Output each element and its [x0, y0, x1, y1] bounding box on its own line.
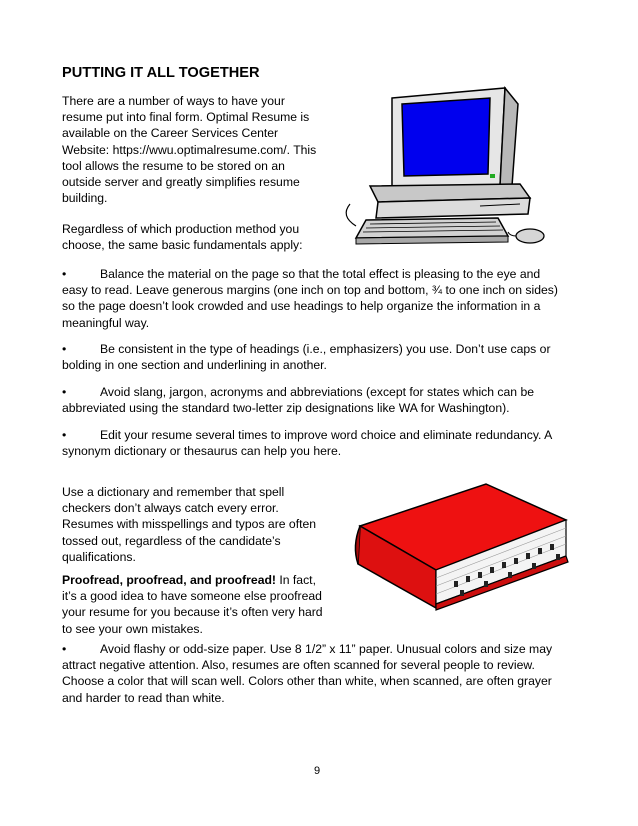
- text-line: There are a number of ways to have your: [62, 94, 285, 108]
- text-line: building.: [62, 191, 108, 206]
- page-number: 9: [314, 765, 321, 777]
- text-line: it’s a good idea to have someone else proofread: [62, 589, 322, 604]
- text-line: outside server and greatly simplifies resume: [62, 175, 300, 190]
- method-paragraph: [62, 221, 303, 253]
- text-line: synonym dictionary or thesaurus can help you here.: [62, 444, 342, 459]
- text-line: qualifications.: [62, 549, 136, 564]
- computer-illustration: [330, 86, 580, 256]
- text-line: Choose a color that will scan well. Colors other than white, when scanned, are often grayer: [62, 674, 552, 689]
- bullet-symbol: •: [62, 385, 67, 399]
- text-line: attract negative attention. Also, resumes are often scanned for several people to review.: [62, 658, 535, 673]
- bullet-item: [62, 641, 552, 706]
- bullet-symbol: •: [62, 642, 67, 656]
- dictionary-paragraph: [62, 484, 316, 565]
- intro-paragraph: [62, 93, 316, 206]
- book-illustration: [344, 478, 576, 618]
- bullet-symbol: •: [62, 267, 67, 281]
- text-line: abbreviated using the standard two-letter zip designations like WA for Washington).: [62, 401, 510, 416]
- text-line: so the page doesn’t look crowded and use headings to help organize the information in a: [62, 299, 541, 314]
- text-line: meaningful way.: [62, 315, 150, 330]
- bullet-text: Avoid flashy or odd-size paper. Use 8 1/2” x 11” paper. Unusual colors and size may: [100, 642, 553, 656]
- proofread-paragraph: [62, 572, 323, 637]
- text-line: Website: https://wwu.optimalresume.com/. This: [62, 142, 317, 157]
- text-line: tossed out, regardless of the candidate’s: [62, 533, 281, 548]
- text-line: Resumes with misspellings and typos are often: [62, 517, 317, 532]
- text-line: choose, the same basic fundamentals apply:: [62, 238, 303, 253]
- text-line: tool allows the resume to be stored on an: [62, 158, 285, 173]
- text-line: Use a dictionary and remember that spell: [62, 485, 285, 499]
- bullet-symbol: •: [62, 428, 67, 442]
- bullet-text: Balance the material on the page so that the total effect is pleasing to the eye and: [100, 267, 541, 281]
- bullet-text: Avoid slang, jargon, acronyms and abbreviations (except for states which can be: [100, 385, 535, 399]
- text-line: resume put into final form. Optimal Resume is: [62, 110, 310, 125]
- bullet-item: [62, 384, 534, 416]
- bullet-item: [62, 266, 558, 331]
- text-line: easy to read. Leave generous margins (one inch on top and bottom, ¾ to one inch on sides): [62, 283, 558, 298]
- text-line: and harder to read than white.: [62, 690, 225, 705]
- monitor-screen: [402, 98, 490, 176]
- text-line: to see your own mistakes.: [62, 621, 203, 636]
- page-title: PUTTING IT ALL TOGETHER: [62, 65, 260, 81]
- text-line: In fact,: [275, 573, 316, 587]
- bullet-text: Edit your resume several times to improve word choice and eliminate redundancy. A: [100, 428, 553, 442]
- text-line: available on the Career Services Center: [62, 126, 279, 141]
- text-line: checkers don’t always catch every error.: [62, 501, 279, 516]
- bullet-symbol: •: [62, 342, 67, 356]
- text-line: your resume for you because it’s often very hard: [62, 605, 323, 620]
- proofread-emphasis: Proofread, proofread, and proofread!: [62, 573, 276, 587]
- bullet-text: Be consistent in the type of headings (i.e., emphasizers) you use. Don’t use caps or: [100, 342, 551, 356]
- bullet-item: [62, 427, 552, 459]
- text-line: bolding in one section and underlining in another.: [62, 358, 327, 373]
- text-line: Regardless of which production method you: [62, 222, 300, 236]
- bullet-item: [62, 341, 551, 373]
